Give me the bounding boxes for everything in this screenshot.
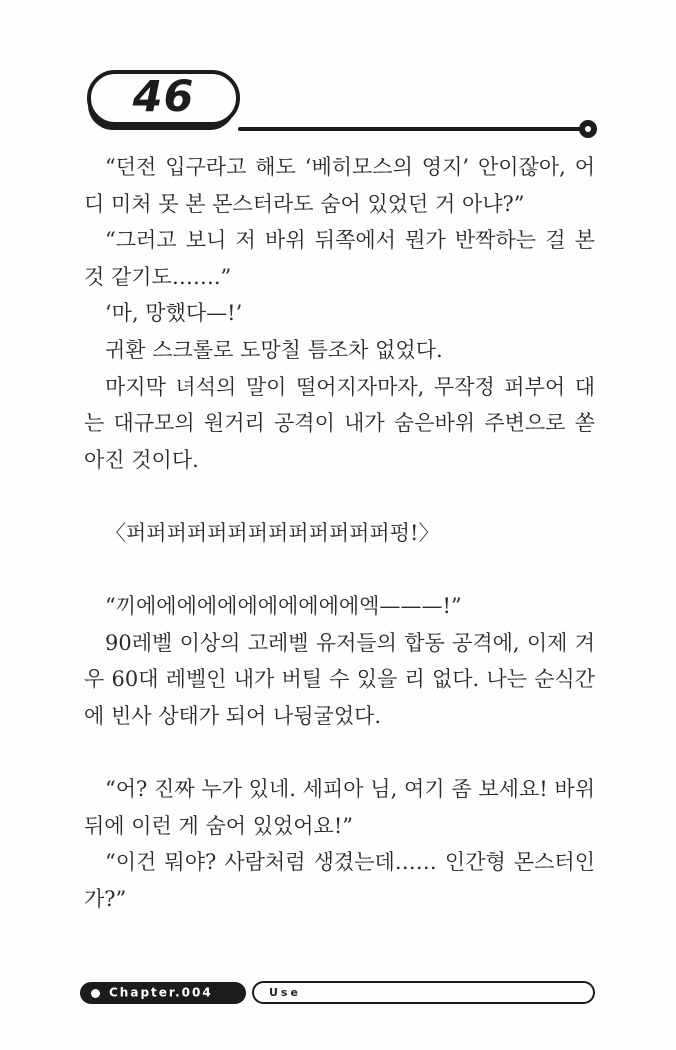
- use-badge: [252, 981, 595, 1004]
- header-rule-line: [238, 127, 582, 131]
- body-paragraph: “끼에에에에에에에에에에에엑———!”: [105, 594, 462, 619]
- body-paragraph: 〈퍼퍼퍼퍼퍼퍼퍼퍼퍼퍼퍼퍼퍼펑!〉: [105, 520, 440, 545]
- header-rule-end-ring-icon: [579, 120, 597, 138]
- body-paragraph: “어? 진짜 누가 있네. 세피아 님, 여기 좀 보세요! 바위 뒤에 이런 게 숨어 있었어요!”: [84, 777, 595, 838]
- body-paragraph: “던전 입구라고 해도 ‘베히모스의 영지’ 안이잖아, 어디 미처 못 본 몬스터라도 숨어 있었던 거 아냐?”: [84, 155, 595, 216]
- body-paragraph: “그러고 보니 저 바위 뒤쪽에서 뭔가 반짝하는 걸 본 것 같기도…….”: [84, 228, 595, 289]
- use-label: Use: [269, 986, 301, 999]
- page-number-badge: [87, 70, 240, 126]
- body-paragraph: “이건 뭐야? 사람처럼 생겼는데…… 인간형 몬스터인가?”: [84, 850, 595, 911]
- body-text: [84, 149, 595, 917]
- bullet-dot-icon: [91, 989, 100, 998]
- page-number: 46: [132, 72, 195, 122]
- chapter-label: Chapter.004: [109, 985, 213, 1000]
- chapter-badge: [80, 982, 246, 1004]
- body-paragraph: 마지막 녀석의 말이 떨어지자마자, 무작정 퍼부어 대는 대규모의 원거리 공격이 내가 숨은바위 주변으로 쏟아진 것이다.: [84, 374, 595, 472]
- body-paragraph: 90레벨 이상의 고레벨 유저들의 합동 공격에, 이제 겨우 60대 레벨인 내가 버틸 수 있을 리 없다. 나는 순식간에 빈사 상태가 되어 나뒹굴었다.: [84, 630, 595, 728]
- body-paragraph: ‘마, 망했다—!’: [105, 301, 243, 326]
- body-paragraph: 귀환 스크롤로 도망칠 틈조차 없었다.: [105, 337, 443, 362]
